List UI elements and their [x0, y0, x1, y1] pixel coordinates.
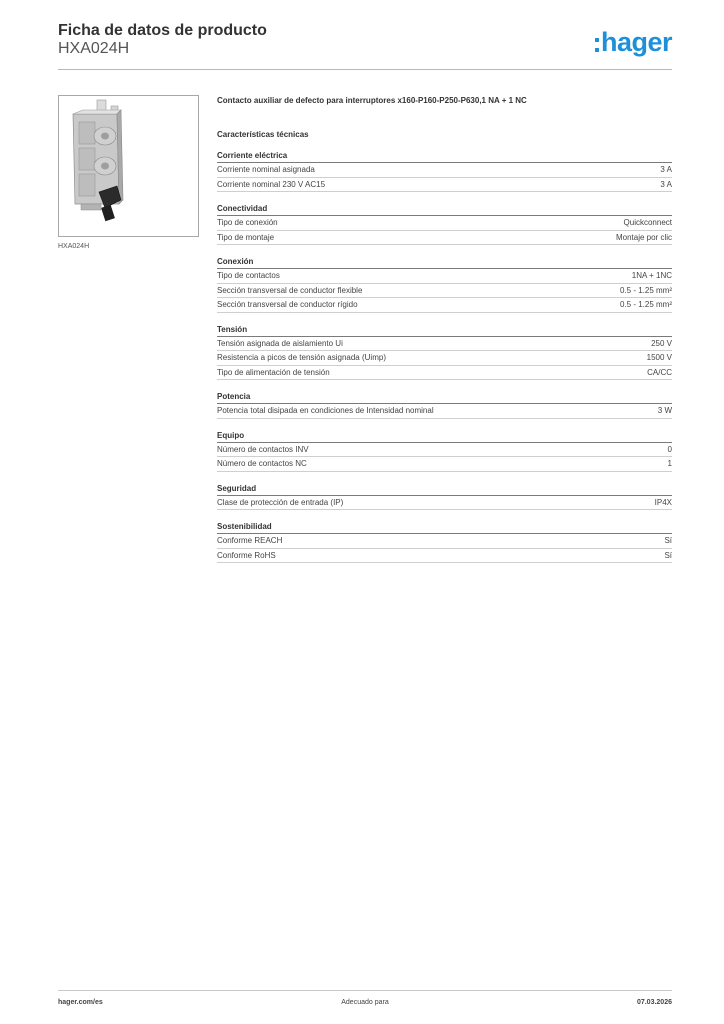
product-description: Contacto auxiliar de defecto para interruptores x160-P160-P250-P630,1 NA + 1 NC — [217, 96, 527, 105]
hager-logo[interactable] — [595, 27, 672, 58]
spec-label: Sección transversal de conductor flexible — [217, 285, 363, 295]
spec-row — [217, 404, 672, 419]
spec-label: Número de contactos NC — [217, 459, 307, 468]
spec-value: Quickconnect — [623, 218, 672, 227]
spec-row — [217, 457, 672, 472]
spec-group — [217, 390, 672, 419]
spec-row — [217, 534, 672, 549]
datasheet-content — [217, 96, 672, 573]
product-image — [58, 95, 199, 237]
footer-website-link[interactable]: hager.com/es — [58, 999, 103, 1006]
page-header — [58, 22, 672, 70]
spec-group — [217, 255, 672, 313]
spec-group-title: Corriente eléctrica — [217, 149, 672, 163]
spec-value: 0.5 - 1.25 mm² — [619, 300, 672, 309]
spec-group-title: Equipo — [217, 429, 672, 443]
spec-row — [217, 496, 672, 511]
spec-row — [217, 298, 672, 313]
spec-group-title: Sostenibilidad — [217, 520, 672, 534]
spec-group-title: Conexión — [217, 255, 672, 269]
spec-label: Conforme RoHS — [217, 550, 276, 560]
spec-group — [217, 323, 672, 381]
footer-suitability-note: Adecuado para — [341, 999, 389, 1006]
spec-group-title: Seguridad — [217, 482, 672, 496]
page-footer — [58, 990, 672, 1015]
spec-value: CA/CC — [647, 367, 672, 377]
spec-row — [217, 269, 672, 284]
spec-value: 3 A — [660, 165, 672, 174]
spec-label: Número de contactos INV — [217, 444, 309, 454]
spec-row — [217, 231, 672, 246]
image-caption: HXA024H — [58, 243, 90, 250]
spec-label: Tensión asignada de aislamiento Ui — [217, 338, 343, 348]
logo-text: hager — [600, 27, 672, 57]
spec-row — [217, 163, 672, 178]
spec-value: 1 — [667, 459, 672, 468]
spec-row — [217, 443, 672, 458]
spec-group — [217, 520, 672, 563]
spec-label: Clase de protección de entrada (IP) — [217, 497, 344, 507]
spec-value: Sí — [664, 550, 672, 560]
spec-label: Potencia total disipada en condiciones de Intensidad nominal — [217, 406, 434, 415]
spec-group — [217, 149, 672, 192]
auxiliary-contact-illustration — [59, 96, 198, 236]
spec-row — [217, 549, 672, 564]
spec-label: Conforme REACH — [217, 536, 283, 545]
spec-group-title: Tensión — [217, 323, 672, 337]
document-title: Ficha de datos de producto — [58, 22, 267, 39]
footer-date: 07.03.2026 — [636, 999, 672, 1006]
spec-value: 0 — [667, 444, 672, 454]
spec-row — [217, 216, 672, 231]
spec-group — [217, 429, 672, 472]
spec-row — [217, 337, 672, 352]
spec-label: Tipo de montaje — [217, 232, 275, 242]
spec-value: 3 A — [660, 179, 672, 189]
spec-label: Tipo de conexión — [217, 218, 278, 227]
spec-value: 1NA + 1NC — [631, 271, 672, 280]
spec-label: Corriente nominal 230 V AC15 — [217, 179, 326, 189]
spec-group-title: Potencia — [217, 390, 672, 404]
logo-dots-icon — [595, 38, 599, 52]
spec-value: 250 V — [651, 338, 672, 348]
spec-row — [217, 178, 672, 193]
spec-value: Montaje por clic — [615, 232, 672, 242]
spec-label: Sección transversal de conductor rígido — [217, 300, 358, 309]
spec-label: Tipo de alimentación de tensión — [217, 367, 330, 377]
spec-group — [217, 482, 672, 511]
spec-row — [217, 366, 672, 381]
spec-group — [217, 202, 672, 245]
spec-group-title: Conectividad — [217, 202, 672, 216]
product-reference: HXA024H — [58, 40, 130, 57]
spec-value: IP4X — [654, 497, 672, 507]
spec-label: Corriente nominal asignada — [217, 165, 315, 174]
spec-value: 0.5 - 1.25 mm² — [619, 285, 672, 295]
spec-label: Tipo de contactos — [217, 271, 280, 280]
section-heading: Características técnicas — [217, 130, 309, 139]
spec-label: Resistencia a picos de tensión asignada (Uimp) — [217, 353, 386, 362]
spec-groups — [217, 149, 672, 563]
spec-value: 1500 V — [646, 353, 672, 362]
spec-row — [217, 284, 672, 299]
spec-value: Sí — [664, 536, 672, 545]
spec-value: 3 W — [657, 406, 672, 415]
spec-row — [217, 351, 672, 366]
